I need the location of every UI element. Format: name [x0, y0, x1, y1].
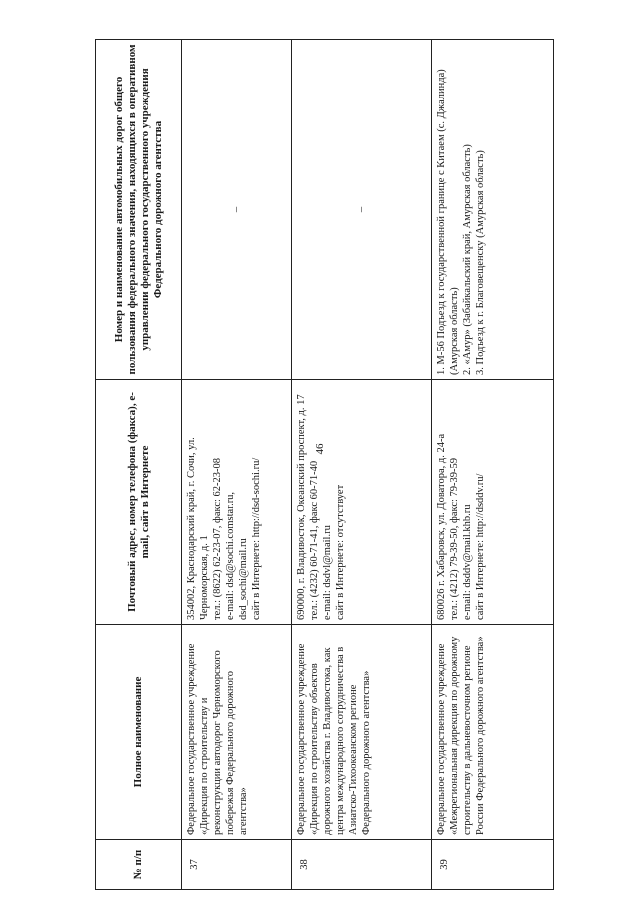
header-roads: Номер и наименование автомобильных дорог общего пользования федерального значения, находящихся в оперативном управлении федерального государственного учреждения Федерального дорожного агентства [96, 40, 182, 380]
header-contacts: Почтовый адрес, номер телефона (факса), e-mail, сайт в Интернете [96, 380, 182, 625]
roads-list [435, 44, 487, 375]
contact-address: 680026 г. Хабаровск, ул. Доватора, д. 24-а [436, 433, 447, 620]
row-roads [432, 40, 554, 380]
row-full-name: Федеральное государственное учреждение «Межрегиональная дирекция по дорожному строительству в дальневосточном регионе России Федерального дорожного агентства» [432, 625, 554, 840]
table-header-row [96, 40, 182, 890]
row-contacts [182, 380, 292, 625]
header-num: № п/п [96, 840, 182, 890]
row-number: 37 [182, 840, 292, 890]
contact-address: 354002, Краснодарский край, г. Сочи, ул. Черноморская, д. 1 [186, 437, 210, 620]
contact-website: сайт в Интернете: http://dsddv.ru/ [475, 473, 486, 620]
contact-phone: тел.: (4232) 60-71-41, факс 60-71-40 [309, 460, 320, 620]
row-contacts [432, 380, 554, 625]
table-row [292, 40, 432, 890]
rotated-table-container [95, 40, 553, 890]
row-full-name: Федеральное государственное учреждение «Дирекция по строительству объектов дорожного хозяйства г. Владивостока, как центра международного сотрудничества в Азиатско-Тихоокеанском регионе Федерального дорожного агентства» [292, 625, 432, 840]
table-row [432, 40, 554, 890]
row-number: 38 [292, 840, 432, 890]
page-number: 46 [314, 443, 326, 455]
contact-phone: тел.: (4212) 79-39-50, факс: 79-39-59 [449, 457, 460, 620]
road-item: 1. М-56 Подъезд к государственной границе с Китаем (с. Джалинда) (Амурская область) [436, 69, 460, 375]
contact-website: сайт в Интернете: http://dsd-sochi.ru/ [251, 457, 262, 620]
header-full-name: Полное наименование [96, 625, 182, 840]
contact-email: e-mail: dsddv@mail.khb.ru [462, 504, 473, 620]
contact-phone: тел.: (8622) 62-23-07, факс: 62-23-08 [212, 457, 223, 620]
row-full-name: Федеральное государственное учреждение «Дирекция по строительству и реконструкции автодорог Черноморского побережья Федерального дорожного агентства» [182, 625, 292, 840]
contact-email-2: dsd_sochi@mail.ru [238, 538, 249, 620]
contact-website: сайт в Интернете: отсутствует [335, 484, 346, 620]
road-item: 3. Подъезд к г. Благовещенску (Амурская область) [475, 150, 486, 375]
row-roads: – [182, 40, 292, 380]
contact-email: e-mail: dsd@sochi.comstar.ru, [225, 491, 236, 620]
road-item: 2. «Амур» (Забайкальский край, Амурская область) [462, 144, 473, 375]
row-contacts [292, 380, 432, 625]
contact-email: e-mail: dsdvl@mail.ru [322, 525, 333, 620]
table-row [182, 40, 292, 890]
directorate-table [95, 39, 554, 890]
row-roads: – [292, 40, 432, 380]
row-number: 39 [432, 840, 554, 890]
contact-address: 690000, г. Владивосток, Океанский проспект, д. 17 [296, 394, 307, 620]
